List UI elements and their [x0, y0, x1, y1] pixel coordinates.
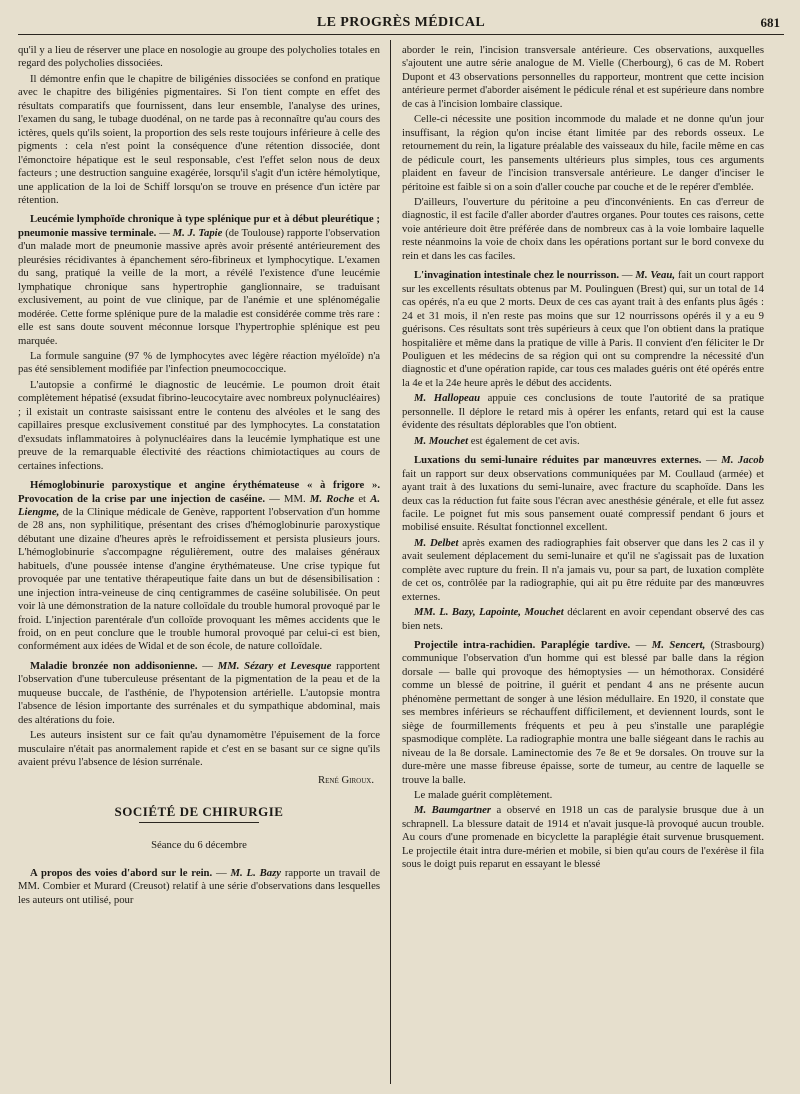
author-name: M. Sencert, — [651, 639, 706, 652]
left-column — [18, 44, 380, 1084]
paragraph: aborder le rein, l'incision transversale antérieure. Ces observations, auxquelles s'ajoutent une autre série analogue de M. Vielle (Cherbourg), 6 cas de M. Robert Dupont et 43 observations personnelles du rapporteur, montrent que cette incision antérieure permet d'aborder aisément le pédicule rénal et est supérieure dans nombre de cas à l'incision lombaire classique. — [402, 44, 764, 110]
article-body: après examen des radiographies fait observer que dans les 2 cas il y avait seulement déplacement du semi-lunaire et qu'il ne s'agissait pas de luxation complète avec rupture du frein. Il n'a jamais vu, pour sa part, de luxation complète de cet os, contrôlée par la radiographie, qui ait pu être réduite par des manœuvres externes. — [402, 536, 764, 603]
article-heading: Hémoglobinurie paroxystique et angine érythémateuse « à frigore ». Provocation de la crise par une injection de caséine. — [18, 479, 380, 505]
paragraph: Le malade guérit complètement. — [414, 789, 553, 802]
author-name: M. Delbet — [414, 536, 459, 549]
paragraph — [402, 804, 764, 871]
article-body: rapportent l'observation d'une tuberculeuse présentant de la pigmentation de la peau et de la muqueuse buccale, de l'asthénie, de l'hypotension artérielle. L'autopsie montra l'absence de lésion importante des surrénales et du sympathique abdominal, mais des altérations du foie. — [18, 659, 380, 726]
conjunction: et — [358, 492, 367, 505]
article-heading: L'invagination intestinale chez le nourrisson. — [414, 269, 620, 282]
running-title: LE PROGRÈS MÉDICAL — [316, 15, 486, 30]
author-name: M. L. Bazy — [230, 866, 281, 879]
article-body: (de Toulouse) rapporte l'observation d'un malade mort de pneumonie massive après avoir présenté antérieurement des pleurésies récidivantes à épanchement séro-fibrineux et lymphocytique. L'examen du sang, pratiqué la veille de la mort, a révélé l'existence d'une leucémie lymphatique chronique sans hypertrophie ganglionnaire, se traduisant exclusivement, au point de vue clinique, par de l'anémie et une splénomégalie modérée. Cette forme splénique pure de la maladie est considérée comme très rare : elle est sans doute souvent méconnue lorsque l'hypertrophie splénique est peu marquée. — [18, 226, 380, 347]
author-name: MM. Sézary et Levesque — [217, 659, 332, 672]
paragraph: D'ailleurs, l'ouverture du péritoine a peu d'inconvénients. En cas d'erreur de diagnostic, il est facile d'aller aborder d'autres organes. Pour toutes ces raisons, cette voie antérieure doit être préférée dans de nombreux cas à la voie lombaire laquelle reste néanmoins la voie de choix dans les opérations portant sur le bord convexe du rein et dans les cas faciles. — [402, 195, 764, 262]
column-divider — [390, 40, 391, 1084]
article-luxations: Luxations du semi-lunaire réduites par manœuvres externes. — M. Jacob fait un rapport sur deux observations communiquées par M. Coullaud (armée) et ayant trait à des luxations du semi-lunaire, avec fracture du scaphoïde. Dans les deux cas la réduction fut faite sous l'écran avec anesthésie générale, et elle fut assez facile. Le poignet fut mis sous pansement ouaté compressif pendant 6 jours et mobilisé ensuite. Résultat fonctionnel excellent. — [402, 454, 764, 534]
article-body: a observé en 1918 un cas de paralysie brusque due à un schrapnell. La blessure datait de 1914 et n'avait jusque-là provoqué aucun trouble. Au cours d'une promenade en bicyclette la paraplégie était survenue brusquement. Le projectile était intra dure-mérien et mobile, si bien qu'au cours de l'exérèse il fila sous le doigt puis reparut en essayant le blessé — [402, 804, 764, 871]
paragraph: Celle-ci nécessite une position incommode du malade et ne donne qu'un jour insuffisant, la région qu'on incise étant limitée par des rebords osseux. Le retournement du rein, la ligature préalable des vaisseaux du hile, facile même en cas de pédicule court, les pansements ultérieurs plus simples, tous ces arguments plaident en faveur de l'incision transversale antérieure. Le danger d'inciser le péritoine est faible si on a soin d'aller couche par couche et de le repérer d'emblée. — [402, 113, 764, 193]
paragraph — [402, 435, 764, 448]
article-heading: A propos des voies d'abord sur le rein. — [30, 866, 213, 879]
author-name: M. Jacob — [721, 454, 764, 467]
page-header — [18, 12, 784, 35]
page-number: 681 — [760, 15, 780, 30]
article-body: de la Clinique médicale de Genève, rapportent l'observation d'un homme de 28 ans, non syphilitique, présentant des crises d'hémoglobinurie paroxystique débutant une dizaine d'heures après le refroidissement et persista plusieurs jours. L'hémoglobinurie s'accompagne régulièrement, outre des malaises généraux habituels, d'une poussée intense d'angine érythémateuse. Une crise typique fut provoquée par une tentative thérapeutique faite dans un but de désensibilisation : une injection intra-veineuse de cinq centigrammes de caséine solubilisée. On peut voir là une démonstration de la nature colloïdale du trouble humoral provoqué par le froid. L'injection parentérale d'un colloïde provoquant les mêmes accidents que le froid, on en peut conclure que le trouble humoral provoqué par celui-ci est bien, conformément aux idées de Widal et de son école, de nature colloïdale. — [18, 505, 380, 653]
article-heading: Leucémie lymphoïde chronique à type splénique pur et à début pleurétique ; pneumonie massive terminale. — [18, 213, 380, 239]
section-rule — [139, 822, 259, 823]
author-name: M. Mouchet — [414, 434, 469, 447]
article-body: (Strasbourg) communique l'observation d'un homme qui est blessé par balle dans la région dorsale — balle qui provoque des hémoptysies — un hémothorax. Considéré comme un blessé de poitrine, il guérit et pendant 4 ans ne présente aucun phénomène permettant de songer à une lésion médullaire. En 1920, il constate que ses membres inférieurs se réchauffent difficilement, et deviennent lourds, sont le siège de fourmillements fréquents et peu à peu s'installe une paraplégie spasmodique complète. La radiographie montra une balle siégeant dans le rachis au niveau de la 8e dorsale. Laminectomie des 7e 8e et 9e dorsales. On trouve sur la dure-mère une masse fibreuse épaisse, sorte de tumeur, au centre de laquelle se trouve la balle. — [402, 639, 764, 786]
paragraph — [402, 537, 764, 604]
author-name: M. Hallopeau — [414, 392, 481, 405]
author-name: M. Roche — [309, 492, 355, 505]
author-name: M. Veau, — [635, 269, 676, 282]
right-column — [402, 44, 764, 1084]
article-body: appuie ces conclusions de toute l'autorité de sa pratique personnelle. Il déplore le retard mis à opérer les enfants, retard qui est la cause évidente des résultats déplorables que l'on obtient. — [402, 392, 764, 432]
article-hemoglobinurie: Hémoglobinurie paroxystique et angine érythémateuse « à frigore ». Provocation de la crise par une injection de caséine. — MM. M. Roche et A. Liengme, de la Clinique médicale de Genève, rapportent l'observation d'un homme de 28 ans, non syphilitique, présentant des crises d'hémoglobinurie paroxystique débutant une dizaine d'heures après le refroidissement et persista plusieurs jours. L'hémoglobinurie s'accompagne régulièrement, outre des malaises généraux habituels, d'une poussée intense d'angine érythémateuse. Une crise typique fut provoquée par une tentative thérapeutique faite dans un but de désensibilisation : une injection intra-veineuse de cinq centigrammes de caséine solubilisée. On peut voir là une démonstration de la nature colloïdale du trouble humoral provoqué par le froid. L'injection parentérale d'un colloïde provoquant les mêmes accidents que le froid, on en peut conclure que le trouble humoral provoqué par celui-ci est bien, conformément aux idées de Widal et de son école, de nature colloïdale. — [18, 479, 380, 653]
article-leucemie: Leucémie lymphoïde chronique à type splénique pur et à début pleurétique ; pneumonie massive terminale. — M. J. Tapie (de Toulouse) rapporte l'observation d'un malade mort de pneumonie massive après avoir présenté antérieurement des pleurésies récidivantes à épanchement séro-fibrineux et lymphocytique. L'examen du sang, pratiqué la veille de la mort, a révélé l'existence d'une leucémie lymphatique chronique sans hypertrophie ganglionnaire, se traduisant exclusivement, au point de vue clinique, par de l'anémie et une splénomégalie modérée. Cette forme splénique pure de la maladie est considérée comme très rare : elle est sans doute souvent méconnue lorsque l'hypertrophie splénique est peu marquée. — [18, 213, 380, 347]
article-body: fait un court rapport sur les excellents résultats obtenus par M. Poulinguen (Brest) qui, sur un total de 14 cas opérés, n'a eu que 2 morts. Deux de ces cas ayant trait à des enfants plus âgés : 24 et 31 mois, il n'en reste pas moins que sur 12 nourrissons opérés il y a eu 9 guérisons. Ces résultats sont très supérieurs à ceux que l'on obtient dans la pratique hospitalière et même dans la pratique de ville à Paris. Il convient d'en féliciter le Dr Pouliguen et les médecins de sa région qui ont su comprendre la nécessité d'un diagnostic et d'une opération rapide, car tous ces malades guéris ont été opérés entre la 4e et la 24e heure après le début des accidents. — [402, 269, 764, 389]
author-signature: René Giroux. — [318, 773, 374, 786]
paragraph: Il démontre enfin que le chapitre de biligénies dissociées se confond en pratique avec le chapitre des biligénies pigmentaires. Si l'on tient compte en effet des résultats comparatifs que fournissent, dans leur ensemble, l'analyse des urines, l'examen du sang, le tubage duodénal, on ne tarde pas à reconnaître qu'au cours des ictères, quels qu'ils soient, la proportion des sels reste toujours inférieure à celle des pigments : cela n'est point la conséquence d'une rétention dissociée, dont l'émonctoire hépatique est le seul responsable, c'est l'effet selon nous de deux facteurs ; une destruction sanguine exagérée, lorsqu'il s'agit d'un ictère hémolytique, une application de la loi de Schiff lorsqu'on se trouve en présence d'un ictère par rétention. — [18, 72, 380, 206]
section-subtitle: Séance du 6 décembre — [151, 839, 247, 852]
paragraph: L'autopsie a confirmé le diagnostic de leucémie. Le poumon droit était complètement hépatisé (exsudat fibrino-leucocytaire avec nombreux polynucléaires) ; il existait un contraste saisissant entre le contenu des alvéoles et le sang des capillaires presque exclusivement constitué par des lymphocytes. La constatation d'exsudats inflammatoires à polynucléaires dans la leucémie lymphatique est une preuve de la remarquable électivité des réactions chimiotactiques au cours de certaines infections. — [18, 378, 380, 472]
author-name: A. Liengme, — [18, 492, 380, 518]
article-voies-rein: A propos des voies d'abord sur le rein. — M. L. Bazy rapporte un travail de MM. Combier et Murard (Creusot) relatif à une série d'observations dans lesquelles les auteurs ont utilisé, pour — [18, 866, 380, 906]
paragraph: qu'il y a lieu de réserver une place en nosologie au groupe des polycholies totales en regard des polycholies dissociées. — [18, 44, 380, 70]
article-heading: Projectile intra-rachidien. Paraplégie tardive. — [414, 639, 631, 652]
article-body: déclarent en avoir cependant observé des cas bien nets. — [402, 606, 764, 632]
article-heading: Luxations du semi-lunaire réduites par manœuvres externes. — [414, 454, 702, 467]
article-body: rapporte un travail de MM. Combier et Murard (Creusot) relatif à une série d'observations dans lesquelles les auteurs ont utilisé, pour — [18, 866, 380, 906]
article-body: est également de cet avis. — [470, 434, 580, 447]
article-invagination: L'invagination intestinale chez le nourrisson. — M. Veau, fait un court rapport sur les excellents résultats obtenus par M. Poulinguen (Brest) qui, sur un total de 14 cas opérés, n'a eu que 2 morts. Deux de ces cas ayant trait à des enfants plus âgés : 24 et 31 mois, il n'en reste pas moins que sur 12 nourrissons opérés il y a eu 9 guérisons. Ces résultats sont très supérieurs à ceux que l'on obtient dans la pratique hospitalière et même dans la pratique de ville à Paris. Il convient d'en féliciter le Dr Pouliguen et les médecins de sa région qui ont su comprendre la nécessité d'un diagnostic et d'une opération rapide, car tous ces malades guéris ont été opérés entre la 4e et la 24e heure après le début des accidents. — [402, 269, 764, 389]
article-projectile: Projectile intra-rachidien. Paraplégie tardive. — M. Sencert, (Strasbourg) communique l'observation d'un homme qui est blessé par balle dans la région dorsale — balle qui provoque des hémoptysies — un hémothorax. Considéré comme un blessé de poitrine, il guérit et pendant 4 ans ne présente aucun phénomène permettant de songer à une lésion médullaire. En 1920, il constate que ses membres inférieurs se réchauffent difficilement, et deviennent lourds, sont le siège de fourmillements fréquents et peu à peu s'installe une paraplégie spasmodique complète. La radiographie montra une balle siégeant dans le rachis au niveau de la 8e dorsale. Laminectomie des 7e 8e et 9e dorsales. On trouve sur la dure-mère une masse fibreuse épaisse, sorte de tumeur, au centre de laquelle se trouve la balle. — [402, 639, 764, 786]
article-body: fait un rapport sur deux observations communiquées par M. Coullaud (armée) et ayant trait à des luxations du semi-lunaire, avec fracture du scaphoïde. Dans les deux cas la réduction fut faite sous l'écran avec anesthésie générale, et elle fut assez facile. Le poignet fut mis sous pansement ouaté compressif pendant 6 jours et mobilisé ensuite. Résultat fonctionnel excellent. — [402, 467, 764, 534]
paragraph: La formule sanguine (97 % de lymphocytes avec légère réaction myéloïde) n'a pas été sensiblement modifiée par l'infection pneumococcique. — [18, 349, 380, 376]
paragraph — [402, 606, 764, 633]
paragraph — [402, 392, 764, 432]
article-maladie-bronzee: Maladie bronzée non addisonienne. — MM. Sézary et Levesque rapportent l'observation d'une tuberculeuse présentant de la pigmentation de la peau et de la muqueuse buccale, de l'asthénie, de l'hypotension artérielle. L'autopsie montra l'absence de lésion importante des surrénales et du sympathique abdominal, mais des altérations du foie. — [18, 659, 380, 726]
author-name: MM. L. Bazy, Lapointe, Mouchet — [414, 606, 564, 619]
paragraph: Les auteurs insistent sur ce fait qu'au dynamomètre l'épuisement de la force musculaire n'était pas anormalement rapide et c'est en se basant sur ce signe qu'ils avaient prévu l'absence de lésion surrénale. — [18, 729, 380, 769]
article-heading: Maladie bronzée non addisonienne. — [30, 659, 198, 672]
section-title: SOCIÉTÉ DE CHIRURGIE — [114, 804, 284, 820]
author-name: M. J. Tapie — [172, 226, 223, 239]
author-name: M. Baumgartner — [414, 804, 492, 817]
